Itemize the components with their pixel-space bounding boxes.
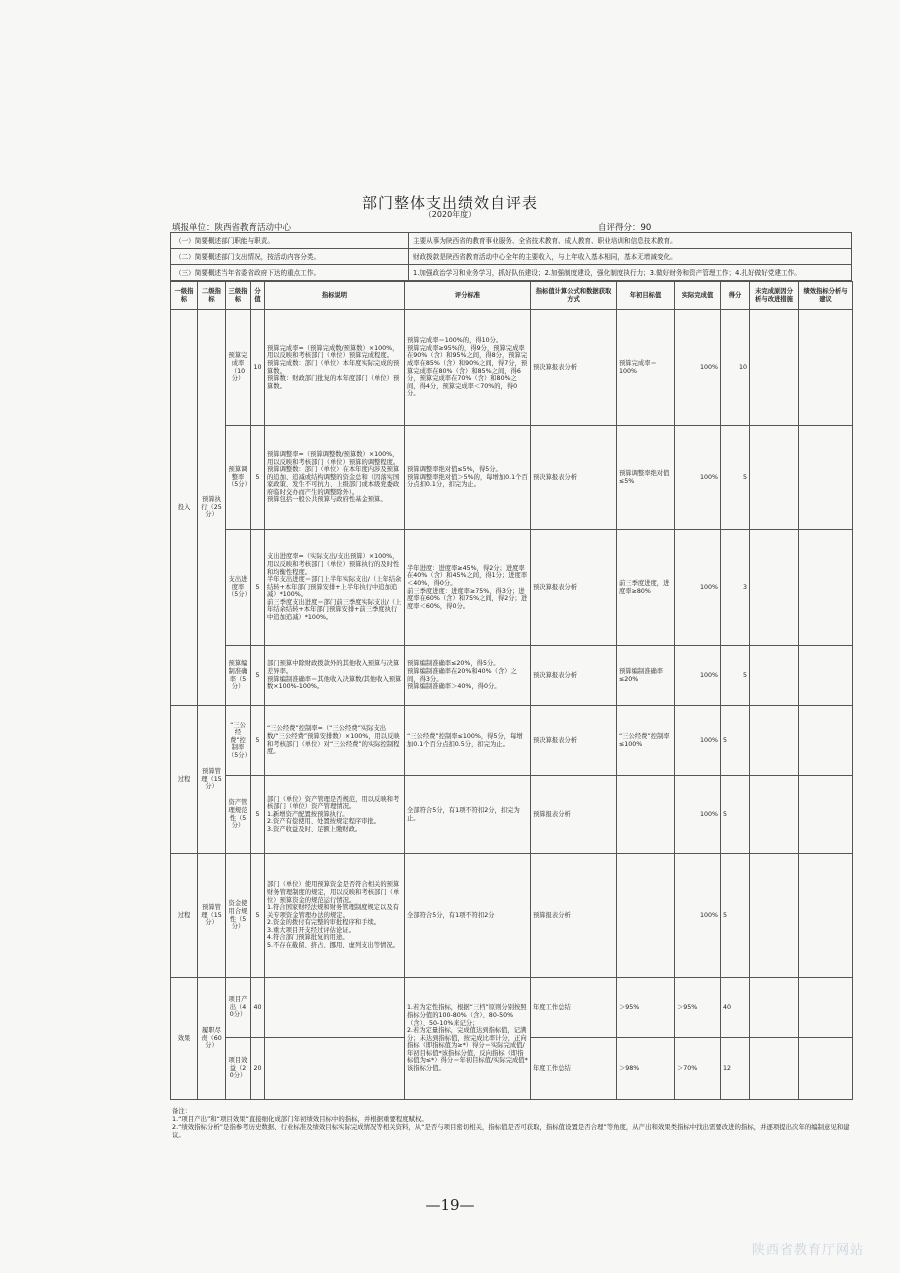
- notes: 备注： 1.“项目产出”和“项目效果”直接细化成部门年初绩效目标中的指标，并根据重要程度赋权。 2.“绩效指标分析”是指参考历史数据、行业标准及绩效目标实际完成情况等相关资料，从“是否与项目密切相关，指标值是否可获取，指标值设置是否合理”等角度，从产出和效果类指标中找出需要改进的指标，并逐项提出次年的编制意见和建议。: [172, 1107, 850, 1139]
- reason-cell: [750, 706, 799, 776]
- page-number: —19—: [425, 1196, 475, 1214]
- page-title: 部门整体支出绩效自评表: [361, 194, 538, 212]
- reason-cell: [750, 854, 799, 978]
- indicator-description: 预算调整率=（预算调整数/预算数）×100%，用以反映和考核部门（单位）预算的调整程度。 预算调整数：部门（单位）在本年度内涉及预算的追加、追减或结构调整的资金总和（因落实国家政策、发生不可抗力、上级部门或本级党委政府临时交办而产生的调整除外）。 预算包括一般公共预算与政府性基金预算。: [265, 426, 405, 530]
- summary-row: [171, 265, 852, 281]
- summary-question: （三）简要概述当年省委省政府下达的重点工作。: [171, 265, 409, 281]
- target-value: 前三季度进度，进度率≥80%: [617, 530, 675, 646]
- indicator-description: 部门（单位）使用预算资金是否符合相关的预算财务管理制度的规定，用以反映和考核部门（单位）预算资金的规范运行情况。 1.符合国家财经法规和财务管理制度规定以及有关专项资金管理办法的规定。 2.资金的拨付有完整的审批程序和手续。 3.重大项目开支经过评估论证。 4.符合部门预算批复的用途。 5.不存在截留、挤占、挪用、虚列支出等情况。: [265, 854, 405, 978]
- actual-value: 100%: [675, 426, 721, 530]
- score-weight: 40: [251, 978, 265, 1038]
- reason-cell: [750, 776, 799, 854]
- actual-value: 100%: [675, 706, 721, 776]
- summary-answer: 主要从事为陕西省的教育事业服务、全省技术教育、成人教育、职业培训和信息技术教育。: [409, 233, 852, 249]
- reason-cell: [750, 646, 799, 706]
- indicator-description: “三公经费”控制率=（“三公经费”实际支出数/“三公经费”预算安排数）×100%，用以反映和考核部门（单位）对“三公经费”的实际控制程度。: [265, 706, 405, 776]
- score-value: 5: [721, 776, 750, 854]
- level3-indicator: 资金使用合规性（5分）: [226, 854, 251, 978]
- col-header: 指标说明: [265, 282, 405, 310]
- col-header: 指标值计算公式和数据获取方式: [531, 282, 617, 310]
- col-header: 实际完成值: [675, 282, 721, 310]
- score-weight: 5: [251, 426, 265, 530]
- table-row: [171, 530, 853, 646]
- performance-table: [170, 281, 853, 1100]
- level3-indicator: 项目产出（40分）: [226, 978, 251, 1038]
- actual-value: 100%: [675, 776, 721, 854]
- target-value: 预算调整率绝对值≤5%: [617, 426, 675, 530]
- score-weight: 5: [251, 776, 265, 854]
- summary-answer: 1.加强政治学习和业务学习，抓好队伍建设；2.加强制度建设，强化制度执行力；3.做好财务和资产管理工作；4.扎好做好党建工作。: [409, 265, 852, 281]
- analysis-cell: [799, 530, 853, 646]
- level3-indicator: 预算调整率（5分）: [226, 426, 251, 530]
- level1-process: 过程: [171, 706, 198, 854]
- scoring-standard: “三公经费”控制率≤100%，得5分，每增加0.1个百分点扣0.5分，扣完为止。: [405, 706, 531, 776]
- analysis-cell: [799, 426, 853, 530]
- actual-value: 100%: [675, 530, 721, 646]
- table-row: [171, 776, 853, 854]
- score-value: 5: [721, 706, 750, 776]
- col-header: 未完成原因分析与改进措施: [750, 282, 799, 310]
- header-row: [171, 282, 853, 310]
- score-value: 12: [721, 1038, 750, 1100]
- col-header: 绩效指标分析与建议: [799, 282, 853, 310]
- indicator-description: [265, 978, 405, 1038]
- score-weight: 5: [251, 854, 265, 978]
- formula-source: 年度工作总结: [531, 978, 617, 1038]
- level2-budget-mgmt: 预算管理（15分）: [198, 706, 226, 854]
- actual-value: ＞95%: [675, 978, 721, 1038]
- col-header: 一级指标: [171, 282, 198, 310]
- analysis-cell: [799, 706, 853, 776]
- formula-source: 预算报表分析: [531, 776, 617, 854]
- score-weight: 5: [251, 646, 265, 706]
- target-value: 预算编制准确率≤20%: [617, 646, 675, 706]
- summary-question: （二）简要概述部门支出情况，按活动内容分类。: [171, 249, 409, 265]
- col-header: 三级指标: [226, 282, 251, 310]
- table-row: [171, 426, 853, 530]
- indicator-description: 预算完成率=（预算完成数/预算数）×100%，用以反映和考核部门（单位）预算完成程度。 预算完成数：部门（单位）本年度实际完成的预算数。 预算数：财政部门批复的本年度部门（单位）预算数。: [265, 310, 405, 426]
- table-row: [171, 706, 853, 776]
- level3-indicator: 预算完成率（10分）: [226, 310, 251, 426]
- scoring-standard: 1.若为定性指标，根据“三档”原则分别按照指标分值的100-80%（含）、80-50%（含）、50-10%来记分； 2.若为定量指标，完成值达到指标值，记满分；未达到指标值，按完成比率计分，正向指标（即指标值为≥*）得分＝实际完成值/年初目标值*该指标分值，反向指标（即指标值为≤*）得分＝年初目标值/实际完成值*该指标分值。: [405, 978, 531, 1100]
- analysis-cell: [799, 978, 853, 1038]
- col-header: 分值: [251, 282, 265, 310]
- score-value: 5: [721, 426, 750, 530]
- score-weight: 20: [251, 1038, 265, 1100]
- score-value: 5: [721, 854, 750, 978]
- summary-table: [170, 232, 852, 281]
- col-header: 得分: [721, 282, 750, 310]
- self-score: 自评得分：90: [598, 223, 652, 233]
- target-value: [617, 776, 675, 854]
- score-value: 10: [721, 310, 750, 426]
- indicator-description: 支出进度率=（实际支出/支出预算）×100%，用以反映和考核部门（单位）预算执行的及时性和均衡性程度。 半年支出进度＝部门上半年实际支出/（上年结余结转+本年部门预算安排+上半年执行中追加追减）*100%。 前三季度支出进度＝部门前三季度实际支出/（上年结余结转+本年部门预算安排+前三季度执行中追加追减）*100%。: [265, 530, 405, 646]
- scoring-standard: 预算编制准确率≤20%，得5分。 预算编制准确率在20%和40%（含）之间，得3分。 预算编制准确率＞40%，得0分。: [405, 646, 531, 706]
- reason-cell: [750, 530, 799, 646]
- reason-cell: [750, 426, 799, 530]
- target-value: 预算完成率＝100%: [617, 310, 675, 426]
- analysis-cell: [799, 854, 853, 978]
- formula-source: 预算报表分析: [531, 854, 617, 978]
- level2-budget-exec: 预算执行（25分）: [198, 310, 226, 706]
- actual-value: 100%: [675, 854, 721, 978]
- scoring-standard: 半年进度：进度率≥45%，得2分；进度率在40%（含）和45%之间，得1分；进度率＜40%，得0分。 前三季度进度：进度率≥75%，得3分；进度率在60%（含）和75%之间，得2分；进度率＜60%，得0分。: [405, 530, 531, 646]
- watermark: 陕西省教育厅网站: [752, 1243, 865, 1258]
- col-header: 年初目标值: [617, 282, 675, 310]
- formula-source: 预决算报表分析: [531, 310, 617, 426]
- reporting-unit: 填报单位：陕西省教育活动中心: [172, 223, 292, 233]
- table-row: [171, 310, 853, 426]
- score-value: 3: [721, 530, 750, 646]
- score-weight: 10: [251, 310, 265, 426]
- formula-source: 预决算报表分析: [531, 530, 617, 646]
- analysis-cell: [799, 776, 853, 854]
- page-year: （2020年度）: [423, 210, 477, 219]
- score-value: 40: [721, 978, 750, 1038]
- score-weight: 5: [251, 530, 265, 646]
- actual-value: 100%: [675, 310, 721, 426]
- reason-cell: [750, 310, 799, 426]
- table-row: [171, 646, 853, 706]
- scoring-standard: 全部符合5分，有1项不符扣2分，扣完为止。: [405, 776, 531, 854]
- summary-answer: 财政拨款是陕西省教育活动中心全年的主要收入，与上年收入基本相同，基本无增减变化。: [409, 249, 852, 265]
- analysis-cell: [799, 1038, 853, 1100]
- table-row: [171, 978, 853, 1038]
- indicator-description: 部门预算中除财政拨款外的其他收入预算与决算差异率。 预算编制准确率＝其他收入决算数/其他收入预算数×100%-100%。: [265, 646, 405, 706]
- analysis-cell: [799, 646, 853, 706]
- formula-source: 年度工作总结: [531, 1038, 617, 1100]
- target-value: ＞95%: [617, 978, 675, 1038]
- summary-row: [171, 249, 852, 265]
- target-value: ＞98%: [617, 1038, 675, 1100]
- indicator-description: 部门（单位）资产管理是否规范，用以反映和考核部门（单位）资产管理情况。 1.新增资产配置按预算执行。 2.资产有偿使用、处置按规定程序审批。 3.资产收益及时、足额上缴财政。: [265, 776, 405, 854]
- formula-source: 预决算报表分析: [531, 706, 617, 776]
- level1-process: 过程: [171, 854, 198, 978]
- summary-question: （一）简要概述部门职能与职责。: [171, 233, 409, 249]
- formula-source: 预决算报表分析: [531, 426, 617, 530]
- col-header: 评分标准: [405, 282, 531, 310]
- scoring-standard: 全部符合5分，有1项不符扣2分: [405, 854, 531, 978]
- scoring-standard: 预算调整率绝对值≤5%，得5分。 预算调整率绝对值＞5%的，每增加0.1个百分点扣0.1分，扣完为止。: [405, 426, 531, 530]
- reason-cell: [750, 978, 799, 1038]
- scoring-standard: 预算完成率＝100%的，得10分。 预算完成率≥95%的，得9分，预算完成率在90%（含）和95%之间，得8分，预算完成率在85%（含）和90%之间，得7分，预算完成率在80%（含）和85%之间，得6分，预算完成率在70%（含）和80%之间，得4分，预算完成率＜70%的，得0分。: [405, 310, 531, 426]
- level3-indicator: 预算编制准确率（5分）: [226, 646, 251, 706]
- reason-cell: [750, 1038, 799, 1100]
- level1-effect: 效果: [171, 978, 198, 1100]
- level3-indicator: 项目效益（20分）: [226, 1038, 251, 1100]
- table-row: [171, 854, 853, 978]
- level2-duty: 履职尽责（60分）: [198, 978, 226, 1100]
- score-weight: 5: [251, 706, 265, 776]
- actual-value: 100%: [675, 646, 721, 706]
- actual-value: ＞70%: [675, 1038, 721, 1100]
- level2-budget-mgmt: 预算管理（15分）: [198, 854, 226, 978]
- score-value: 5: [721, 646, 750, 706]
- indicator-description: [265, 1038, 405, 1100]
- summary-row: [171, 233, 852, 249]
- formula-source: 预决算报表分析: [531, 646, 617, 706]
- col-header: 二级指标: [198, 282, 226, 310]
- level1-input: 投入: [171, 310, 198, 706]
- level3-indicator: 资产管理规范性（5分）: [226, 776, 251, 854]
- target-value: [617, 854, 675, 978]
- analysis-cell: [799, 310, 853, 426]
- level3-indicator: 支出进度率（5分）: [226, 530, 251, 646]
- level3-indicator: “三公经费”控制率（5分）: [226, 706, 251, 776]
- target-value: “三公经费”控制率≤100%: [617, 706, 675, 776]
